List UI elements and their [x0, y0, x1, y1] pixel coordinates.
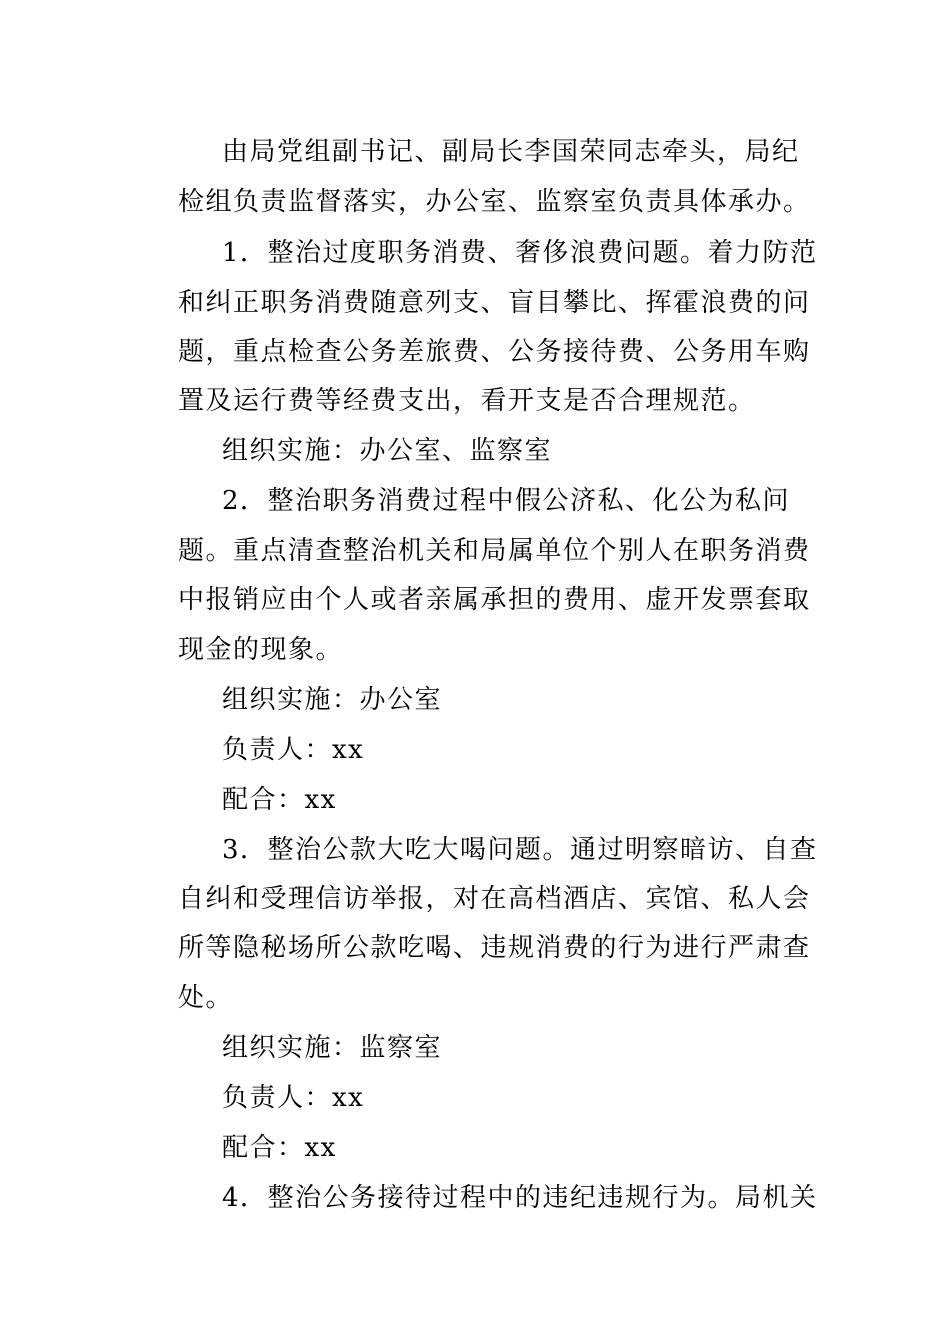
paragraph-line: 组织实施：办公室 — [222, 685, 443, 715]
paragraph-line: 组织实施：办公室、监察室 — [222, 436, 553, 466]
paragraph-line: 3．整治公款大吃大喝问题。通过明察暗访、自查 — [222, 835, 818, 865]
paragraph-line: 所等隐秘场所公款吃喝、违规消费的行为进行严肃查 — [178, 933, 811, 963]
paragraph-line: 负责人：xx — [222, 735, 365, 765]
paragraph-line: 组织实施：监察室 — [222, 1033, 443, 1063]
paragraph-line: 4．整治公务接待过程中的违纪违规行为。局机关 — [222, 1183, 818, 1213]
paragraph-line: 检组负责监督落实，办公室、监察室负责具体承办。 — [178, 187, 811, 217]
paragraph-line: 中报销应由个人或者亲属承担的费用、虚开发票套取 — [178, 585, 811, 615]
paragraph-line: 题，重点检查公务差旅费、公务接待费、公务用车购 — [178, 337, 811, 367]
paragraph-line: 配合：xx — [222, 1133, 337, 1163]
paragraph-line: 处。 — [178, 983, 234, 1013]
paragraph-line: 1．整治过度职务消费、奢侈浪费问题。着力防范 — [222, 238, 818, 268]
paragraph-line: 自纠和受理信访举报，对在高档酒店、宾馆、私人会 — [178, 884, 811, 914]
paragraph-line: 负责人：xx — [222, 1083, 365, 1113]
paragraph-line: 2．整治职务消费过程中假公济私、化公为私问 — [222, 486, 791, 516]
paragraph-line: 现金的现象。 — [178, 635, 344, 665]
paragraph-line: 置及运行费等经费支出，看开支是否合理规范。 — [178, 386, 756, 416]
paragraph-line: 配合：xx — [222, 785, 337, 815]
paragraph-line: 题。重点清查整治机关和局属单位个别人在职务消费 — [178, 536, 811, 566]
paragraph-line: 由局党组副书记、副局长李国荣同志牵头，局纪 — [222, 137, 800, 167]
paragraph-line: 和纠正职务消费随意列支、盲目攀比、挥霍浪费的问 — [178, 288, 811, 318]
